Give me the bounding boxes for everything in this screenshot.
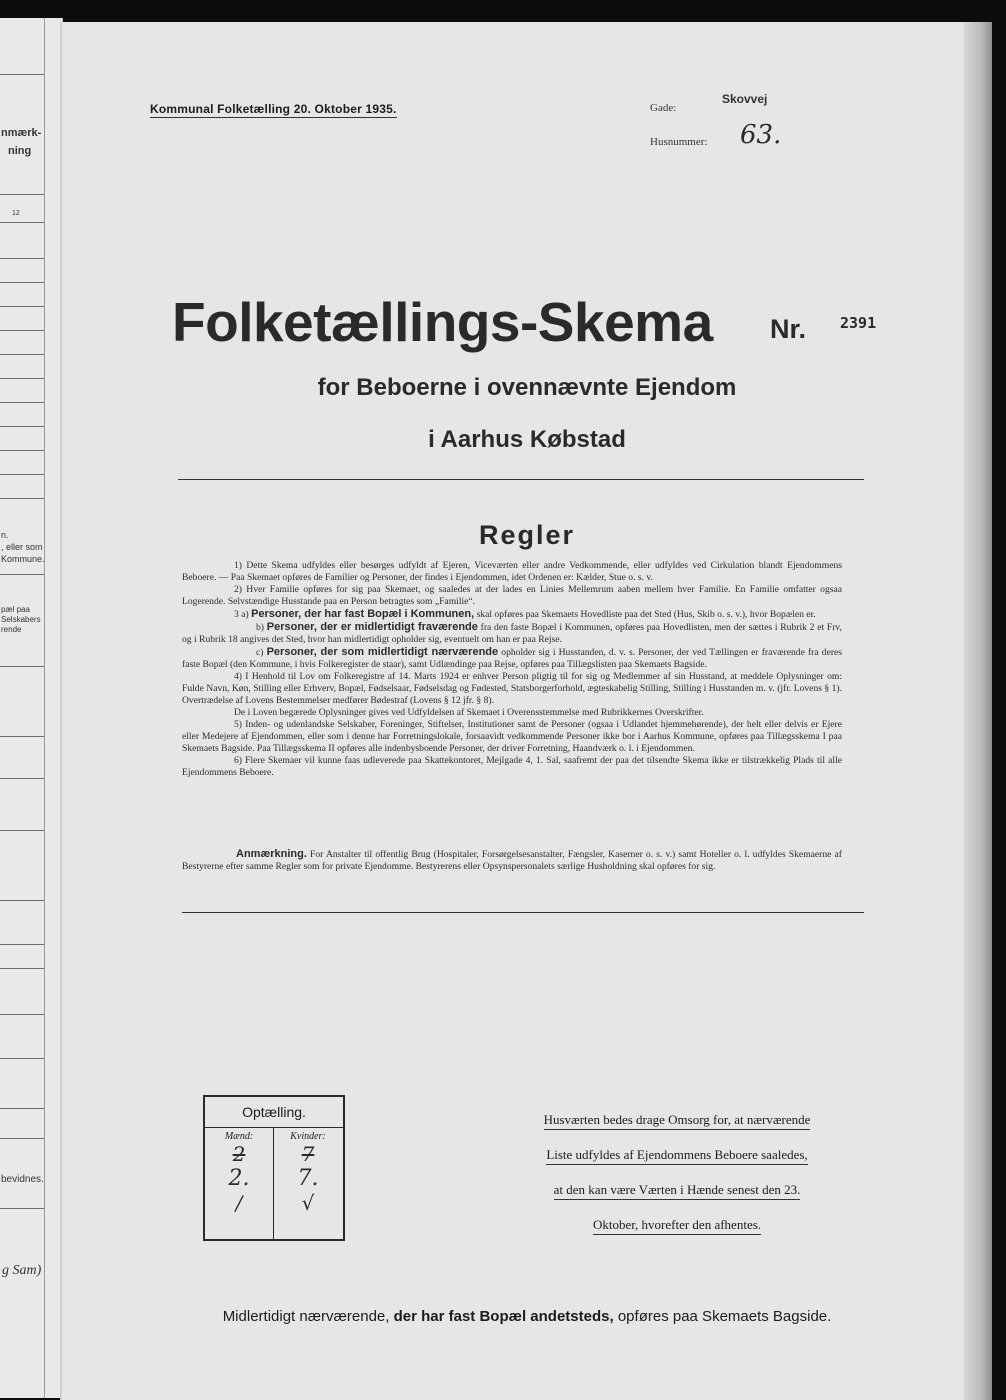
- rules-text: [182, 560, 842, 779]
- prev-page-text: ning: [8, 145, 32, 157]
- maend-label: Mænd:: [224, 1131, 254, 1142]
- census-header: Kommunal Folketælling 20. Oktober 1935.: [150, 102, 397, 116]
- anmaerkning-text: For Anstalter til offentlig Brug (Hospitaler, Forsørgelsesanstalter, Fængsler, Kaserner o. s. v.) samt Hoteller o. l. udfyldes Skemaerne af Bestyrerne efter samme Regler som for private Ejendomme. Bestyrerens eller Opsynspersonalets særlige Husholdning skal opføres for sig.: [182, 849, 842, 872]
- form-rule: [0, 1208, 44, 1209]
- form-rule: [0, 282, 44, 283]
- rule-4b: De i Loven begærede Oplysninger gives ved Udfyldelsen af Skemaet i Overensstemmelse med Rubrikkernes Overskrifter.: [234, 707, 704, 718]
- form-rule: [0, 330, 44, 331]
- rule-3b-heading: Personer, der er midlertidigt fraværende: [266, 621, 478, 633]
- rule-4: 4) I Henhold til Lov om Folkeregistre af 14. Marts 1924 er enhver Person pligtig til for sig og Medlemmer af sin Husstand, at meddele Oplysninger om: Fulde Navn, Køn, Stilling eller Erhverv, Bopæl, Fødselsaar, Fødselsdag og Fødested, Statsborgerforhold, ægteskabelig Stilling, Stilling i Husstanden m. v. (jfr. Lovens § 1). Overtrædelse af Lovens Bestemmelser medfører Bødestraf (Lovens § 12 jfr. § 8).: [182, 671, 842, 706]
- form-rule: [0, 222, 44, 223]
- form-rule: [0, 450, 44, 451]
- form-rule: [0, 306, 44, 307]
- kvinder-check-mark: √: [301, 1191, 315, 1215]
- form-rule: [0, 1014, 44, 1015]
- rule-5: 5) Inden- og udenlandske Selskaber, Foreninger, Stiftelser, Institutioner samt de Personer (ogsaa i Udlandet hjemmehørende), der helt eller delvis er Ejere eller Medejere af Ejendommen, eller som i denne har Forretningslokale, forsaavidt vedkommende Personer ikke bor i Aarhus Kommune, opføres paa Tillægsskema I paa Skemaets Bagside. Paa Tillægsskema II opføres alle indenbysboende Personer, der driver Forretning, Haandværk o. l. i Ejendommen.: [182, 719, 842, 754]
- husnummer-label: Husnummer:: [650, 136, 708, 148]
- book-spine-shadow: [964, 22, 992, 1400]
- optaelling-title: Optælling.: [205, 1097, 343, 1128]
- gade-value: Skovvej: [722, 92, 768, 106]
- form-rule: [0, 498, 44, 499]
- footer-note: Midlertidigt nærværende, der har fast Bopæl andetsteds, opføres paa Skemaets Bagside.: [222, 1308, 832, 1325]
- form-rule: [0, 474, 44, 475]
- footer-emphasis: der har fast Bopæl andetsteds,: [393, 1308, 614, 1325]
- form-rule: [0, 378, 44, 379]
- form-title: Folketællings-Skema: [172, 291, 713, 353]
- form-rule: [0, 258, 44, 259]
- notice-line: at den kan være Værten i Hænde senest den 23.: [554, 1181, 801, 1200]
- optaelling-box: [203, 1095, 345, 1241]
- form-rule: [0, 830, 44, 831]
- gade-label: Gade:: [650, 102, 677, 114]
- form-subtitle: for Beboerne i ovennævnte Ejendom: [317, 374, 737, 401]
- rule-3a: 3 a) Personer, der har fast Bopæl i Kommunen, skal opføres paa Skemaets Hovedliste paa det Sted (Hus, Skib o. s. v.), hvor Bopælen er.: [234, 608, 816, 620]
- prev-page-text: Kommune.: [1, 554, 45, 564]
- kvinder-column: [274, 1127, 342, 1239]
- form-rule: [0, 736, 44, 737]
- form-location: i Aarhus Købstad: [428, 426, 626, 453]
- form-rule: [0, 1138, 44, 1139]
- form-rule: [0, 426, 44, 427]
- prev-page-text: 12: [12, 210, 20, 217]
- divider: [178, 479, 864, 480]
- maend-count: 2.: [228, 1166, 250, 1191]
- rule-3b: b) Personer, der er midlertidigt fraværende fra den faste Bopæl i Kommunen, opføres paa Hovedlisten, men der sættes i Rubrik 2 et Frv, og i Rubrik 18 angives det Sted, hvor han midlertidigt opholder sig, eventuelt om han er paa Rejse.: [182, 621, 842, 645]
- margin-line: [44, 18, 45, 1398]
- kvinder-count: 7.: [297, 1166, 319, 1191]
- previous-page-strip: [0, 18, 63, 1398]
- divider: [182, 912, 864, 913]
- form-rule: [0, 402, 44, 403]
- regler-heading: Regler: [478, 520, 576, 550]
- landlord-notice: [507, 1102, 847, 1242]
- form-rule: [0, 354, 44, 355]
- kvinder-struck-count: 7: [301, 1142, 315, 1166]
- form-rule: [0, 900, 44, 901]
- form-rule: [0, 944, 44, 945]
- kvinder-label: Kvinder:: [290, 1131, 326, 1142]
- form-rule: [0, 574, 44, 575]
- form-rule: [0, 74, 44, 75]
- maend-struck-count: 2: [232, 1142, 246, 1166]
- form-rule: [0, 1058, 44, 1059]
- rule-2: 2) Hver Familie opføres for sig paa Skemaet, og saaledes at der lades en Linies Mellemrum aaben mellem hver Familie. En Familie omfatter ogsaa Logerende. Selvstændige Husstande paa en Person betragtes som „Familie“.: [182, 584, 842, 607]
- prev-page-text: Selskabers: [1, 615, 41, 624]
- form-number-stamp: 2391: [840, 314, 877, 332]
- maend-check-mark: /: [235, 1191, 243, 1215]
- prev-page-text: pæl paa: [1, 605, 30, 614]
- notice-line: Oktober, hvorefter den afhentes.: [593, 1216, 761, 1235]
- nr-label: Nr.: [770, 314, 807, 344]
- rule-3c: c) Personer, der som midlertidigt nærværende opholder sig i Husstanden, d. v. s. Personer, der ved Tællingen er fraværende fra deres faste Bopæl (den Kommune, i hvis Folkeregister de staar), samt Udlændinge paa Rejse, opføres paa Tillægslisten paa Skemaets Bagside.: [182, 646, 843, 670]
- rule-3a-heading: Personer, der har fast Bopæl i Kommunen,: [251, 608, 475, 620]
- anmaerkning: [182, 848, 842, 873]
- form-rule: [0, 666, 44, 667]
- rule-6: 6) Flere Skemaer vil kunne faas udleverede paa Skattekontoret, Mejlgade 4, 1. Sal, saafremt der paa det tilsendte Skema ikke er tilstrækkelig Plads til alle Ejendommens Beboere.: [182, 755, 842, 778]
- census-form-page: [60, 22, 992, 1400]
- prev-page-text: rende: [1, 625, 22, 634]
- anmaerkning-title: Anmærkning.: [236, 848, 307, 860]
- rule-3c-heading: Personer, der som midlertidigt nærværende: [266, 646, 499, 658]
- husnummer-value: 63.: [740, 120, 782, 150]
- handwritten-signature: g Sam): [2, 1263, 42, 1278]
- form-rule: [0, 1108, 44, 1109]
- form-rule: [0, 194, 44, 195]
- prev-page-text: n.: [1, 530, 9, 540]
- prev-page-text: nmærk-: [1, 127, 42, 139]
- maend-column: [205, 1127, 274, 1239]
- prev-page-text: , eller som: [1, 542, 43, 552]
- prev-page-text: bevidnes.: [1, 1174, 44, 1185]
- rule-1: 1) Dette Skema udfyldes eller besørges udfyldt af Ejeren, Viceværten eller andre Vedkommende, eller udfyldes ved Cirkulation blandt Ejendommens Beboere. — Paa Skemaet opføres de Familier og Personer, der findes i Ejendommen, idet Ordenen er: Kælder, Stue o. s. v.: [182, 560, 842, 583]
- form-rule: [0, 778, 44, 779]
- form-rule: [0, 968, 44, 969]
- notice-line: Liste udfyldes af Ejendommens Beboere saaledes,: [546, 1146, 807, 1165]
- notice-line: Husværten bedes drage Omsorg for, at nærværende: [544, 1111, 811, 1130]
